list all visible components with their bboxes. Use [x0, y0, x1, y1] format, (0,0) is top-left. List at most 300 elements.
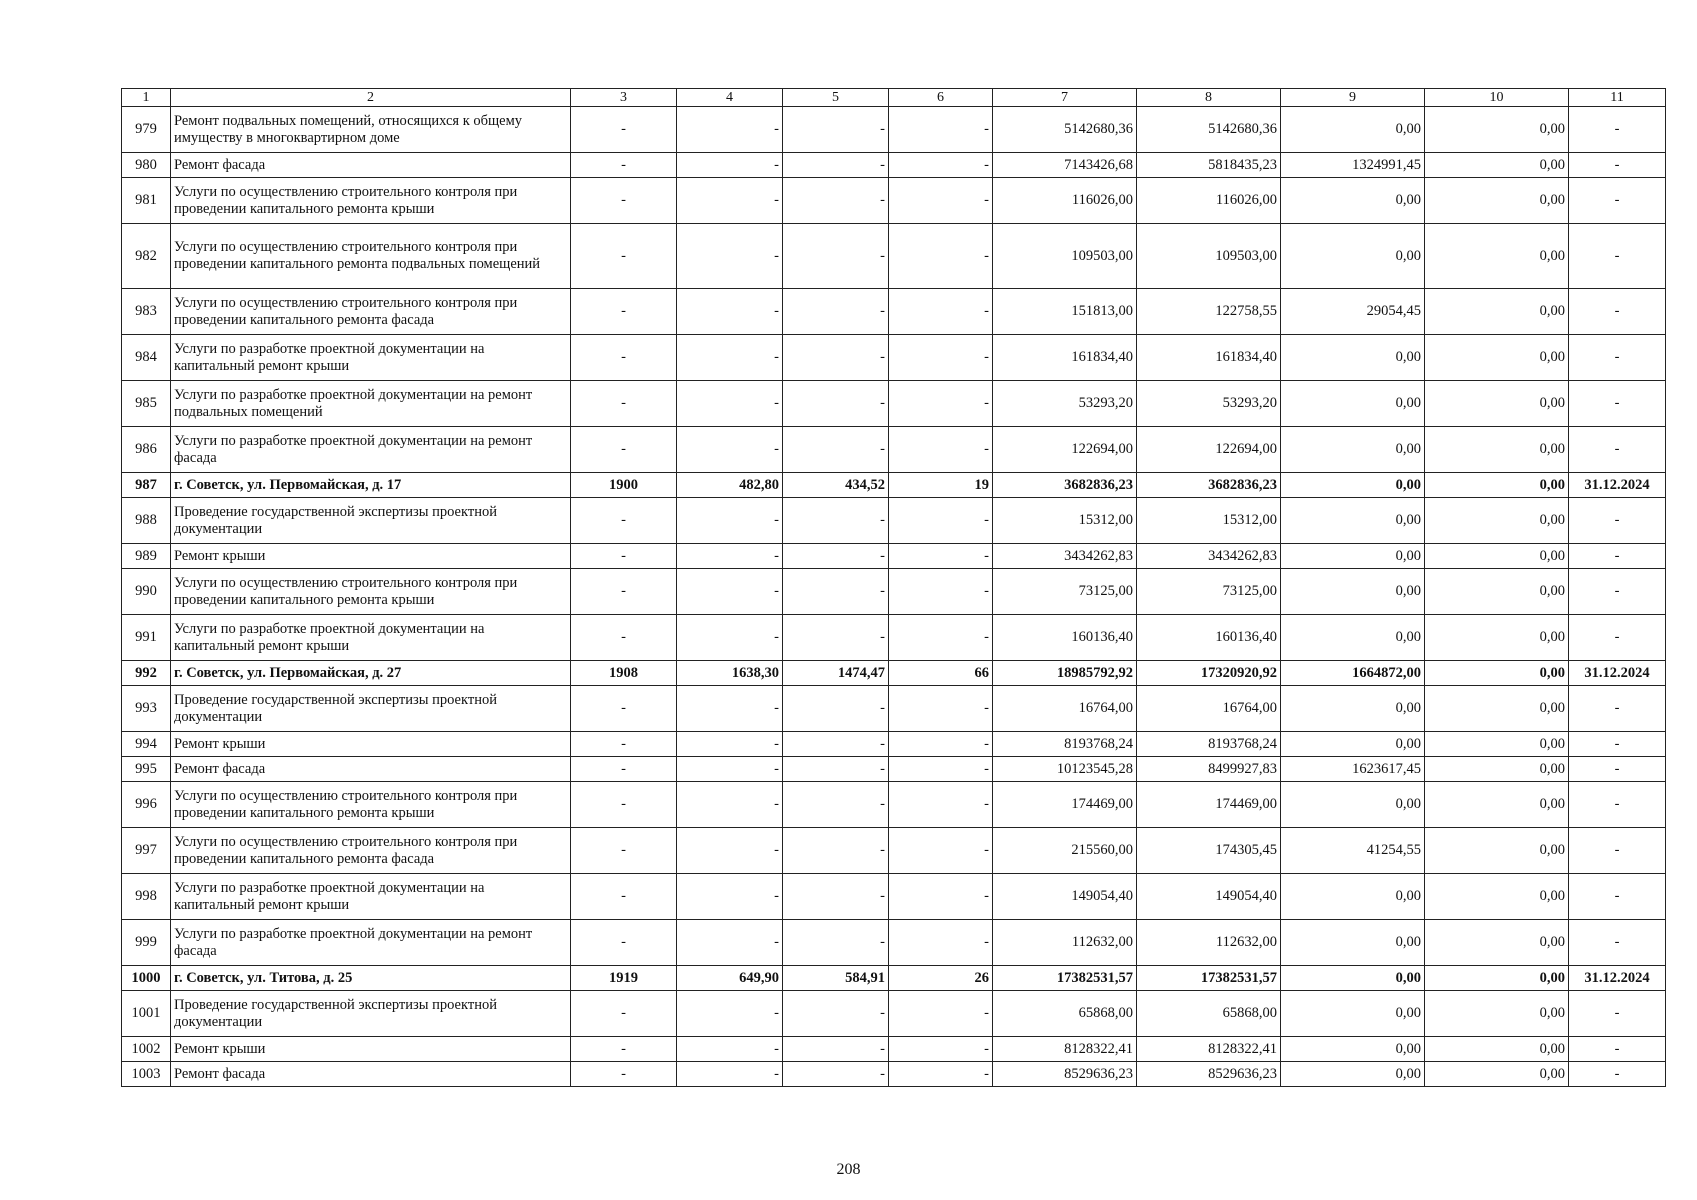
- work-description-cell: Ремонт крыши: [171, 544, 571, 569]
- work-description-cell: Услуги по осуществлению строительного контроля при проведении капитального ремонта фасада: [171, 828, 571, 874]
- col-10-cell: 0,00: [1425, 289, 1569, 335]
- work-description-cell: г. Советск, ул. Титова, д. 25: [171, 966, 571, 991]
- col-4-cell: -: [677, 498, 783, 544]
- col-5-cell: -: [783, 178, 889, 224]
- col-9-cell: 0,00: [1281, 1037, 1425, 1062]
- col-3-cell: -: [571, 427, 677, 473]
- col-5-cell: -: [783, 732, 889, 757]
- col-8-cell: 15312,00: [1137, 498, 1281, 544]
- col-9-cell: 0,00: [1281, 615, 1425, 661]
- col-7-cell: 149054,40: [993, 874, 1137, 920]
- col-9-cell: 0,00: [1281, 920, 1425, 966]
- work-description-cell: Ремонт фасада: [171, 757, 571, 782]
- col-9-cell: 0,00: [1281, 224, 1425, 289]
- row-number-cell: 981: [122, 178, 171, 224]
- col-5-cell: -: [783, 335, 889, 381]
- col-11-cell: -: [1569, 178, 1666, 224]
- col-4-cell: -: [677, 615, 783, 661]
- work-description-cell: Ремонт подвальных помещений, относящихся к общему имуществу в многоквартирном доме: [171, 107, 571, 153]
- column-header: 9: [1281, 89, 1425, 107]
- col-7-cell: 18985792,92: [993, 661, 1137, 686]
- col-10-cell: 0,00: [1425, 335, 1569, 381]
- work-description-cell: Услуги по разработке проектной документации на капитальный ремонт крыши: [171, 615, 571, 661]
- col-11-cell: -: [1569, 335, 1666, 381]
- col-6-cell: -: [889, 1037, 993, 1062]
- col-10-cell: 0,00: [1425, 920, 1569, 966]
- work-description-cell: Ремонт крыши: [171, 1037, 571, 1062]
- col-9-cell: 0,00: [1281, 782, 1425, 828]
- col-11-cell: -: [1569, 732, 1666, 757]
- table-row: [122, 178, 1666, 224]
- col-10-cell: 0,00: [1425, 1037, 1569, 1062]
- col-3-cell: 1908: [571, 661, 677, 686]
- col-5-cell: -: [783, 544, 889, 569]
- col-3-cell: -: [571, 569, 677, 615]
- table-row: [122, 828, 1666, 874]
- col-10-cell: 0,00: [1425, 1062, 1569, 1087]
- col-4-cell: -: [677, 1037, 783, 1062]
- col-7-cell: 15312,00: [993, 498, 1137, 544]
- col-6-cell: -: [889, 427, 993, 473]
- col-7-cell: 8193768,24: [993, 732, 1137, 757]
- table-row: [122, 782, 1666, 828]
- row-number-cell: 999: [122, 920, 171, 966]
- col-6-cell: -: [889, 732, 993, 757]
- col-7-cell: 10123545,28: [993, 757, 1137, 782]
- table-row: [122, 757, 1666, 782]
- work-description-cell: Услуги по осуществлению строительного контроля при проведении капитального ремонта фасада: [171, 289, 571, 335]
- col-8-cell: 8529636,23: [1137, 1062, 1281, 1087]
- col-4-cell: -: [677, 178, 783, 224]
- col-5-cell: -: [783, 615, 889, 661]
- col-8-cell: 17382531,57: [1137, 966, 1281, 991]
- col-4-cell: -: [677, 991, 783, 1037]
- col-6-cell: -: [889, 874, 993, 920]
- col-5-cell: -: [783, 1062, 889, 1087]
- col-5-cell: -: [783, 782, 889, 828]
- col-8-cell: 122758,55: [1137, 289, 1281, 335]
- col-5-cell: 1474,47: [783, 661, 889, 686]
- col-3-cell: -: [571, 782, 677, 828]
- col-3-cell: -: [571, 920, 677, 966]
- col-6-cell: -: [889, 107, 993, 153]
- col-4-cell: -: [677, 1062, 783, 1087]
- col-6-cell: 19: [889, 473, 993, 498]
- col-8-cell: 3434262,83: [1137, 544, 1281, 569]
- col-7-cell: 109503,00: [993, 224, 1137, 289]
- column-number-header-row: [122, 89, 1666, 107]
- col-9-cell: 0,00: [1281, 107, 1425, 153]
- col-6-cell: -: [889, 782, 993, 828]
- col-4-cell: -: [677, 686, 783, 732]
- col-5-cell: -: [783, 107, 889, 153]
- work-description-cell: Услуги по осуществлению строительного контроля при проведении капитального ремонта крыши: [171, 782, 571, 828]
- page-number: 208: [836, 1161, 861, 1178]
- col-6-cell: -: [889, 335, 993, 381]
- table-row: [122, 874, 1666, 920]
- row-number-cell: 985: [122, 381, 171, 427]
- col-6-cell: 66: [889, 661, 993, 686]
- col-8-cell: 5142680,36: [1137, 107, 1281, 153]
- col-9-cell: 0,00: [1281, 335, 1425, 381]
- col-11-cell: 31.12.2024: [1569, 661, 1666, 686]
- column-header: 3: [571, 89, 677, 107]
- column-header: 8: [1137, 89, 1281, 107]
- col-6-cell: -: [889, 991, 993, 1037]
- row-number-cell: 998: [122, 874, 171, 920]
- col-3-cell: -: [571, 1062, 677, 1087]
- column-header: 10: [1425, 89, 1569, 107]
- row-number-cell: 983: [122, 289, 171, 335]
- col-5-cell: -: [783, 153, 889, 178]
- col-9-cell: 0,00: [1281, 569, 1425, 615]
- col-3-cell: -: [571, 544, 677, 569]
- col-6-cell: -: [889, 178, 993, 224]
- col-11-cell: -: [1569, 874, 1666, 920]
- col-9-cell: 1623617,45: [1281, 757, 1425, 782]
- col-10-cell: 0,00: [1425, 966, 1569, 991]
- col-11-cell: 31.12.2024: [1569, 966, 1666, 991]
- col-6-cell: -: [889, 289, 993, 335]
- col-10-cell: 0,00: [1425, 732, 1569, 757]
- col-11-cell: -: [1569, 1062, 1666, 1087]
- column-header: 11: [1569, 89, 1666, 107]
- col-6-cell: 26: [889, 966, 993, 991]
- col-10-cell: 0,00: [1425, 782, 1569, 828]
- address-summary-row: [122, 966, 1666, 991]
- row-number-cell: 993: [122, 686, 171, 732]
- col-5-cell: -: [783, 828, 889, 874]
- col-3-cell: 1900: [571, 473, 677, 498]
- col-4-cell: -: [677, 427, 783, 473]
- table-row: [122, 224, 1666, 289]
- col-5-cell: -: [783, 381, 889, 427]
- col-8-cell: 160136,40: [1137, 615, 1281, 661]
- row-number-cell: 987: [122, 473, 171, 498]
- col-5-cell: 434,52: [783, 473, 889, 498]
- col-7-cell: 215560,00: [993, 828, 1137, 874]
- col-6-cell: -: [889, 615, 993, 661]
- col-6-cell: -: [889, 224, 993, 289]
- col-6-cell: -: [889, 1062, 993, 1087]
- col-7-cell: 16764,00: [993, 686, 1137, 732]
- col-11-cell: -: [1569, 828, 1666, 874]
- col-10-cell: 0,00: [1425, 178, 1569, 224]
- row-number-cell: 988: [122, 498, 171, 544]
- col-3-cell: -: [571, 381, 677, 427]
- col-9-cell: 41254,55: [1281, 828, 1425, 874]
- row-number-cell: 984: [122, 335, 171, 381]
- col-3-cell: -: [571, 828, 677, 874]
- col-5-cell: -: [783, 427, 889, 473]
- col-9-cell: 0,00: [1281, 544, 1425, 569]
- col-3-cell: -: [571, 615, 677, 661]
- col-5-cell: -: [783, 874, 889, 920]
- col-8-cell: 149054,40: [1137, 874, 1281, 920]
- work-description-cell: Услуги по разработке проектной документации на ремонт фасада: [171, 920, 571, 966]
- col-8-cell: 53293,20: [1137, 381, 1281, 427]
- col-10-cell: 0,00: [1425, 757, 1569, 782]
- col-10-cell: 0,00: [1425, 991, 1569, 1037]
- col-9-cell: 1324991,45: [1281, 153, 1425, 178]
- work-description-cell: г. Советск, ул. Первомайская, д. 27: [171, 661, 571, 686]
- table-row: [122, 427, 1666, 473]
- work-description-cell: Проведение государственной экспертизы проектной документации: [171, 498, 571, 544]
- col-5-cell: -: [783, 920, 889, 966]
- col-9-cell: 0,00: [1281, 874, 1425, 920]
- col-8-cell: 65868,00: [1137, 991, 1281, 1037]
- col-5-cell: -: [783, 757, 889, 782]
- col-4-cell: -: [677, 289, 783, 335]
- col-7-cell: 53293,20: [993, 381, 1137, 427]
- work-description-cell: Ремонт фасада: [171, 153, 571, 178]
- col-6-cell: -: [889, 920, 993, 966]
- col-7-cell: 160136,40: [993, 615, 1137, 661]
- col-10-cell: 0,00: [1425, 153, 1569, 178]
- row-number-cell: 996: [122, 782, 171, 828]
- row-number-cell: 991: [122, 615, 171, 661]
- col-5-cell: -: [783, 498, 889, 544]
- table-row: [122, 615, 1666, 661]
- col-8-cell: 73125,00: [1137, 569, 1281, 615]
- col-9-cell: 29054,45: [1281, 289, 1425, 335]
- col-7-cell: 5142680,36: [993, 107, 1137, 153]
- col-4-cell: -: [677, 782, 783, 828]
- table-row: [122, 1037, 1666, 1062]
- col-9-cell: 0,00: [1281, 1062, 1425, 1087]
- col-3-cell: -: [571, 1037, 677, 1062]
- col-3-cell: -: [571, 335, 677, 381]
- col-11-cell: 31.12.2024: [1569, 473, 1666, 498]
- col-9-cell: 0,00: [1281, 991, 1425, 1037]
- work-description-cell: Услуги по разработке проектной документации на капитальный ремонт крыши: [171, 335, 571, 381]
- work-description-cell: Услуги по разработке проектной документации на капитальный ремонт крыши: [171, 874, 571, 920]
- col-5-cell: -: [783, 569, 889, 615]
- col-5-cell: -: [783, 686, 889, 732]
- col-11-cell: -: [1569, 153, 1666, 178]
- row-number-cell: 1000: [122, 966, 171, 991]
- col-7-cell: 17382531,57: [993, 966, 1137, 991]
- work-description-cell: Проведение государственной экспертизы проектной документации: [171, 686, 571, 732]
- col-6-cell: -: [889, 498, 993, 544]
- col-9-cell: 0,00: [1281, 381, 1425, 427]
- table-row: [122, 153, 1666, 178]
- col-4-cell: 649,90: [677, 966, 783, 991]
- row-number-cell: 997: [122, 828, 171, 874]
- row-number-cell: 982: [122, 224, 171, 289]
- column-header: 1: [122, 89, 171, 107]
- col-9-cell: 1664872,00: [1281, 661, 1425, 686]
- col-11-cell: -: [1569, 615, 1666, 661]
- col-11-cell: -: [1569, 991, 1666, 1037]
- col-11-cell: -: [1569, 381, 1666, 427]
- col-8-cell: 5818435,23: [1137, 153, 1281, 178]
- column-header: 6: [889, 89, 993, 107]
- col-3-cell: -: [571, 757, 677, 782]
- col-4-cell: 1638,30: [677, 661, 783, 686]
- col-9-cell: 0,00: [1281, 732, 1425, 757]
- table-row: [122, 107, 1666, 153]
- col-10-cell: 0,00: [1425, 498, 1569, 544]
- col-10-cell: 0,00: [1425, 427, 1569, 473]
- col-10-cell: 0,00: [1425, 381, 1569, 427]
- col-4-cell: -: [677, 920, 783, 966]
- table-row: [122, 335, 1666, 381]
- column-header: 7: [993, 89, 1137, 107]
- col-9-cell: 0,00: [1281, 498, 1425, 544]
- col-5-cell: -: [783, 991, 889, 1037]
- col-8-cell: 122694,00: [1137, 427, 1281, 473]
- col-7-cell: 8529636,23: [993, 1062, 1137, 1087]
- col-3-cell: -: [571, 732, 677, 757]
- table-row: [122, 381, 1666, 427]
- col-7-cell: 65868,00: [993, 991, 1137, 1037]
- col-11-cell: -: [1569, 782, 1666, 828]
- col-3-cell: -: [571, 498, 677, 544]
- col-11-cell: -: [1569, 427, 1666, 473]
- col-6-cell: -: [889, 828, 993, 874]
- col-4-cell: -: [677, 153, 783, 178]
- col-4-cell: -: [677, 381, 783, 427]
- col-5-cell: 584,91: [783, 966, 889, 991]
- col-9-cell: 0,00: [1281, 178, 1425, 224]
- col-11-cell: -: [1569, 498, 1666, 544]
- col-6-cell: -: [889, 381, 993, 427]
- col-8-cell: 161834,40: [1137, 335, 1281, 381]
- col-3-cell: -: [571, 107, 677, 153]
- col-9-cell: 0,00: [1281, 473, 1425, 498]
- table-row: [122, 569, 1666, 615]
- col-11-cell: -: [1569, 544, 1666, 569]
- col-7-cell: 3682836,23: [993, 473, 1137, 498]
- col-9-cell: 0,00: [1281, 427, 1425, 473]
- row-number-cell: 1003: [122, 1062, 171, 1087]
- row-number-cell: 986: [122, 427, 171, 473]
- col-7-cell: 122694,00: [993, 427, 1137, 473]
- col-8-cell: 109503,00: [1137, 224, 1281, 289]
- col-4-cell: -: [677, 544, 783, 569]
- col-3-cell: -: [571, 289, 677, 335]
- col-10-cell: 0,00: [1425, 686, 1569, 732]
- table-row: [122, 686, 1666, 732]
- col-4-cell: -: [677, 874, 783, 920]
- col-8-cell: 174305,45: [1137, 828, 1281, 874]
- col-9-cell: 0,00: [1281, 966, 1425, 991]
- address-summary-row: [122, 473, 1666, 498]
- col-4-cell: -: [677, 732, 783, 757]
- col-6-cell: -: [889, 686, 993, 732]
- col-8-cell: 3682836,23: [1137, 473, 1281, 498]
- col-5-cell: -: [783, 224, 889, 289]
- col-11-cell: -: [1569, 1037, 1666, 1062]
- col-11-cell: -: [1569, 920, 1666, 966]
- col-11-cell: -: [1569, 757, 1666, 782]
- col-7-cell: 116026,00: [993, 178, 1137, 224]
- col-10-cell: 0,00: [1425, 828, 1569, 874]
- col-11-cell: -: [1569, 569, 1666, 615]
- row-number-cell: 995: [122, 757, 171, 782]
- work-description-cell: Ремонт фасада: [171, 1062, 571, 1087]
- col-3-cell: 1919: [571, 966, 677, 991]
- col-8-cell: 8128322,41: [1137, 1037, 1281, 1062]
- col-10-cell: 0,00: [1425, 544, 1569, 569]
- table-row: [122, 1062, 1666, 1087]
- row-number-cell: 980: [122, 153, 171, 178]
- col-11-cell: -: [1569, 686, 1666, 732]
- col-3-cell: -: [571, 874, 677, 920]
- work-description-cell: Услуги по осуществлению строительного контроля при проведении капитального ремонта крыши: [171, 569, 571, 615]
- col-6-cell: -: [889, 569, 993, 615]
- capital-repair-table: [121, 88, 1666, 1087]
- column-header: 2: [171, 89, 571, 107]
- col-3-cell: -: [571, 991, 677, 1037]
- col-8-cell: 8499927,83: [1137, 757, 1281, 782]
- col-10-cell: 0,00: [1425, 615, 1569, 661]
- col-11-cell: -: [1569, 224, 1666, 289]
- work-description-cell: Проведение государственной экспертизы проектной документации: [171, 991, 571, 1037]
- col-6-cell: -: [889, 757, 993, 782]
- col-6-cell: -: [889, 153, 993, 178]
- work-description-cell: Услуги по осуществлению строительного контроля при проведении капитального ремонта подвальных помещений: [171, 224, 571, 289]
- column-header: 4: [677, 89, 783, 107]
- row-number-cell: 994: [122, 732, 171, 757]
- row-number-cell: 1002: [122, 1037, 171, 1062]
- col-7-cell: 161834,40: [993, 335, 1137, 381]
- col-7-cell: 3434262,83: [993, 544, 1137, 569]
- col-8-cell: 8193768,24: [1137, 732, 1281, 757]
- col-8-cell: 116026,00: [1137, 178, 1281, 224]
- row-number-cell: 979: [122, 107, 171, 153]
- col-4-cell: -: [677, 224, 783, 289]
- col-7-cell: 174469,00: [993, 782, 1137, 828]
- col-8-cell: 112632,00: [1137, 920, 1281, 966]
- col-11-cell: -: [1569, 289, 1666, 335]
- col-10-cell: 0,00: [1425, 661, 1569, 686]
- row-number-cell: 992: [122, 661, 171, 686]
- col-3-cell: -: [571, 686, 677, 732]
- column-header: 5: [783, 89, 889, 107]
- address-summary-row: [122, 661, 1666, 686]
- col-11-cell: -: [1569, 107, 1666, 153]
- work-description-cell: Ремонт крыши: [171, 732, 571, 757]
- table-row: [122, 544, 1666, 569]
- col-3-cell: -: [571, 224, 677, 289]
- col-10-cell: 0,00: [1425, 224, 1569, 289]
- col-10-cell: 0,00: [1425, 569, 1569, 615]
- table-row: [122, 732, 1666, 757]
- work-description-cell: г. Советск, ул. Первомайская, д. 17: [171, 473, 571, 498]
- col-10-cell: 0,00: [1425, 473, 1569, 498]
- table-row: [122, 991, 1666, 1037]
- col-3-cell: -: [571, 178, 677, 224]
- col-4-cell: -: [677, 569, 783, 615]
- work-description-cell: Услуги по осуществлению строительного контроля при проведении капитального ремонта крыши: [171, 178, 571, 224]
- col-8-cell: 174469,00: [1137, 782, 1281, 828]
- col-4-cell: -: [677, 828, 783, 874]
- col-4-cell: -: [677, 335, 783, 381]
- col-5-cell: -: [783, 1037, 889, 1062]
- row-number-cell: 989: [122, 544, 171, 569]
- col-9-cell: 0,00: [1281, 686, 1425, 732]
- col-7-cell: 112632,00: [993, 920, 1137, 966]
- col-7-cell: 8128322,41: [993, 1037, 1137, 1062]
- table-row: [122, 920, 1666, 966]
- col-5-cell: -: [783, 289, 889, 335]
- col-6-cell: -: [889, 544, 993, 569]
- col-10-cell: 0,00: [1425, 107, 1569, 153]
- col-3-cell: -: [571, 153, 677, 178]
- col-7-cell: 151813,00: [993, 289, 1137, 335]
